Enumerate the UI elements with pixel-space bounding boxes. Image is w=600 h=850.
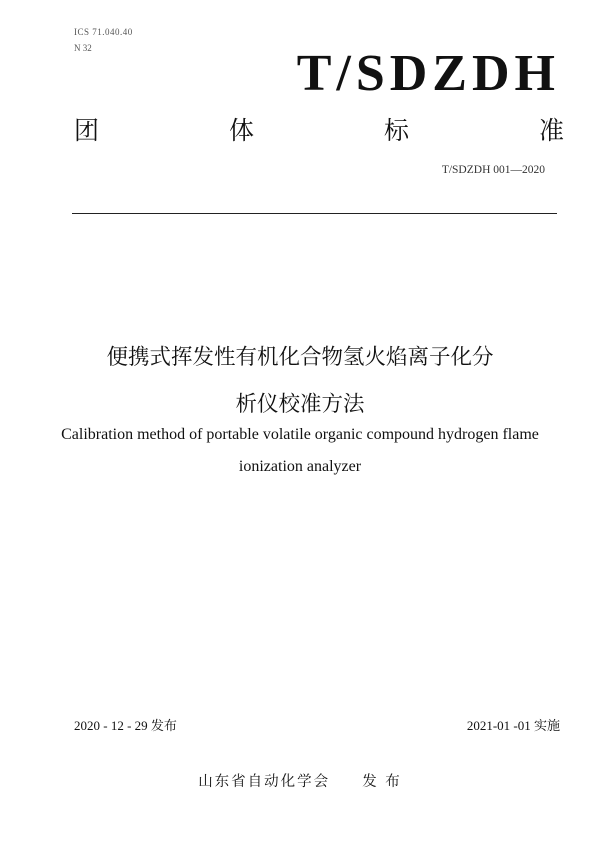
issuer-name: 山东省自动化学会 [198, 774, 331, 790]
standard-type-char: 团 [74, 116, 100, 145]
chinese-title [40, 334, 560, 428]
english-title-line-2: ionization analyzer [238, 458, 362, 475]
chinese-title-line-1: 便携式挥发性有机化合物氢火焰离子化分 [106, 345, 494, 370]
english-title [40, 419, 560, 483]
standard-code: T/SDZDH 001—2020 [441, 164, 545, 176]
standard-type-char: 准 [538, 116, 564, 145]
issuer-line [0, 771, 600, 793]
header-divider [72, 213, 557, 214]
standard-type-char: 标 [383, 116, 409, 145]
issue-date: 2020 - 12 - 29 发布 [74, 718, 177, 733]
ics-code: ICS 71.040.40 [74, 27, 133, 37]
organization-mark: T/SDZDH [296, 45, 560, 102]
english-title-line-1: Calibration method of portable volatile organic compound hydrogen flame [61, 426, 539, 443]
implementation-date: 2021-01 -01 实施 [466, 718, 560, 733]
issuer-action: 发 布 [362, 774, 402, 790]
standard-type [74, 114, 564, 148]
standard-type-char: 体 [228, 116, 254, 145]
ccs-code: N 32 [74, 43, 92, 53]
chinese-title-line-2: 析仪校准方法 [235, 392, 365, 417]
